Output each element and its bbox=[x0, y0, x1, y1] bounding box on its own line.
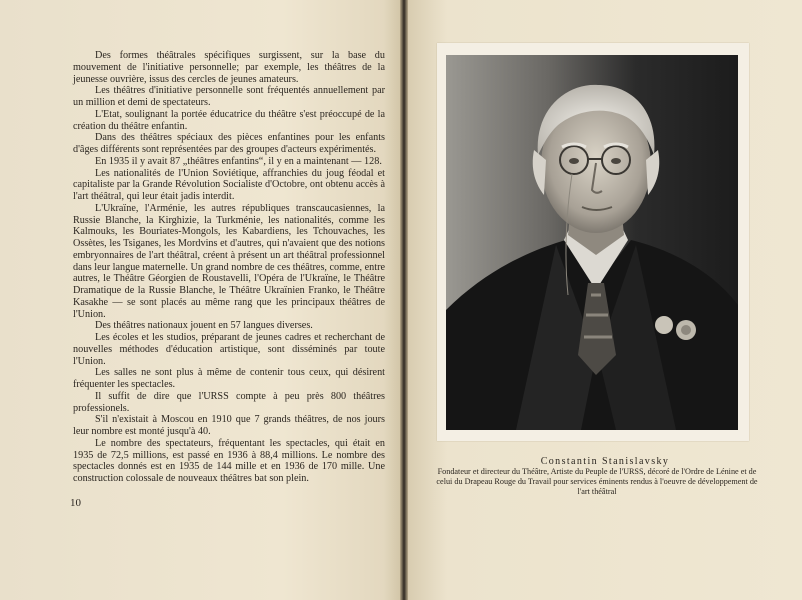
paragraph: Les théâtres d'initiative personnelle sont fréquentés annuellement par un million et demi de spectateurs. bbox=[73, 85, 385, 108]
caption-name: Constantin Stanislavsky bbox=[540, 456, 670, 467]
caption-text: Fondateur et directeur du Théâtre, Artiste du Peuple de l'URSS, décoré de l'Ordre de Lénine et de celui du Drapeau Rouge du Travail pour services éminents rendus à l'oeuvre de développement de l'art théâtral bbox=[436, 467, 758, 496]
book-gutter bbox=[400, 0, 408, 600]
portrait-illustration bbox=[446, 55, 738, 430]
paragraph: Il suffit de dire que l'URSS compte à peu près 800 théâtres professionels. bbox=[73, 390, 385, 414]
paragraph: En 1935 il y avait 87 „théâtres enfantins“, il y en a maintenant — 128. bbox=[95, 155, 382, 167]
paragraph: Des formes théâtrales spécifiques surgissent, sur la base du mouvement de l'initiative personnelle; par exemple, les théâtres de la jeunesse ouvrière, issus des cercles de jeunes amateurs. bbox=[73, 50, 385, 85]
paragraph: Les écoles et les studios, préparant de jeunes cadres et recherchant de nouvelles méthodes d'éducation artistique, sont disséminés par toute l'Union. bbox=[73, 332, 385, 367]
paragraph: L'Ukraïne, l'Arménie, les autres républiques transcaucasiennes, la Russie Blanche, la Kirghizie, la Turkménie, les nationalités, comme les Kalmouks, les Bouriates-Mongols, les Kabardiens, les Tchouvaches, les Ossètes, les Tsiganes, les Mordvins et d'autres, qui n'avaient que des notions embryonnaires de l'art théâtral, créent à présent un art théâtral professionnel dans leur langue maternelle. Un grand nombre de ces théâtres, comme, entre autres, le Théâtre Géorgien de Roustavelli, l'Opéra de l'Ukraïne, le Théâtre Dramatique de la Russie Blanche, le Théâtre Ukraïnien Franko, le Théâtre Kasakhe — se sont placés au même rang que les principaux théâtres de l'Union. bbox=[73, 202, 385, 320]
portrait-photo bbox=[446, 55, 738, 430]
paragraph: Les salles ne sont plus à même de contenir tous ceux, qui désirent fréquenter les spectacles. bbox=[73, 367, 385, 390]
page-number: 10 bbox=[70, 497, 81, 509]
paragraph: L'Etat, soulignant la portée éducatrice du théâtre s'est préoccupé de la création du théâtre enfantin. bbox=[73, 108, 385, 132]
paragraph: S'il n'existait à Moscou en 1910 que 7 grands théâtres, de nos jours leur nombre est monté jusqu'à 40. bbox=[73, 414, 385, 437]
paragraph: Dans des théâtres spéciaux des pièces enfantines pour les enfants d'âges différents sont représentées par des groupes d'acteurs expérimentés. bbox=[73, 132, 385, 155]
paragraph: Les nationalités de l'Union Soviétique, affranchies du joug féodal et capitaliste par la Grande Révolution Socialiste d'Octobre, ont obtenu accès à l'art théâtral, qui leur était jadis interdit. bbox=[73, 167, 385, 202]
body-text bbox=[73, 50, 385, 485]
paragraph: Des théâtres nationaux jouent en 57 langues diverses. bbox=[95, 320, 313, 332]
paragraph: Le nombre des spectateurs, fréquentant les spectacles, qui était en 1935 de 72,5 millions, est passé en 1936 à 88,4 millions. Le nombre des spectacles donnés est en 1935 de 144 mille et en 1936 de 170 mille. Une construction colossale de nouveaux théâtres bat son plein. bbox=[73, 437, 385, 484]
